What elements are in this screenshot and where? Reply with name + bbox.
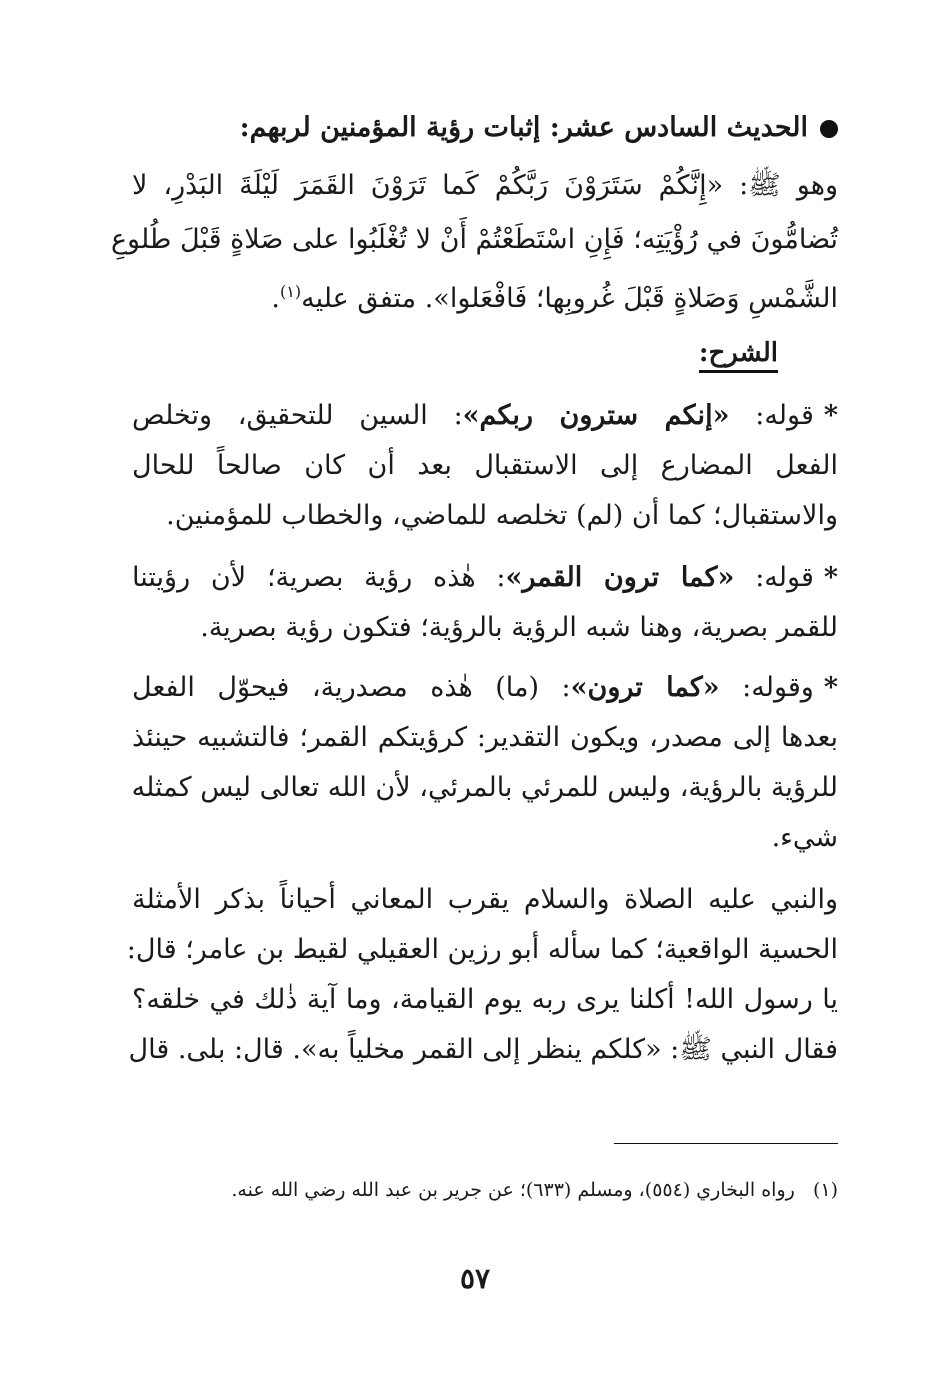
p1-line-2: الفعل المضارع إلى الاستقبال بعد أن كان صالحاً للحال [132,450,838,481]
hadith-heading [132,108,838,148]
p2-line-2: للقمر بصرية، وهنا شبه الرؤية بالرؤية؛ فتكون رؤية بصرية. [200,612,838,643]
footnote-text: رواه البخاري (٥٥٤)، ومسلم (٦٣٣)؛ عن جرير بن عبد الله رضي الله عنه. [231,1179,795,1201]
hadith-line-3-text: الشَّمْسِ وَصَلاةٍ قَبْلَ غُروبِها؛ فَافْعَلوا». متفق عليه [301,283,838,314]
p3-quote: «كما ترون» [570,672,720,703]
star-icon: * [823,400,838,431]
star-icon: * [823,562,838,593]
p2-line-1-rest: : هٰذه رؤية بصرية؛ لأن رؤيتنا [132,562,506,593]
p1-line-1 [132,396,838,436]
hadith-line-2: تُضامُّونَ في رُؤْيَتِه؛ فَإِنِ اسْتَطَعْتُمْ أَنْ لا تُغْلَبُوا على صَلاةٍ قَبْلَ طُلوعِ [110,224,838,255]
p4-line-4: فقال النبي ﷺ: «كلكم ينظر إلى القمر مخلياً به». قال: بلى. قال [128,1034,838,1065]
footnote [132,1176,838,1204]
p1-line-3: والاستقبال؛ كما أن (لم) تخلصه للماضي، والخطاب للمؤمنين. [166,500,838,531]
p3-line-4: شيء. [771,822,838,853]
footnote-divider [614,1143,838,1144]
star-icon: * [823,672,838,703]
p1-quote: «إنكم سترون ربكم» [462,400,730,431]
p3-lead: وقوله: [742,672,814,703]
p2-line-1 [132,558,838,598]
p2-quote: «كما ترون القمر» [505,562,735,593]
hadith-heading-text: الحديث السادس عشر: إثبات رؤية المؤمنين لربهم: [239,112,808,143]
hadith-line-3-end: . [271,283,280,314]
p3-line-2: بعدها إلى مصدر، ويكون التقدير: كرؤيتكم القمر؛ فالتشبيه حينئذ [132,722,838,753]
bullet-icon [820,120,838,138]
page-number: ٥٧ [459,1262,491,1295]
p1-line-1-rest: : السين للتحقيق، وتخلص [132,400,463,431]
p2-lead: قوله: [755,562,814,593]
p3-line-3: للرؤية بالرؤية، وليس للمرئي بالمرئي، لأن الله تعالى ليس كمثله [131,772,838,803]
p4-line-3: يا رسول الله! أكلنا يرى ربه يوم القيامة، وما آية ذٰلك في خلقه؟ [132,984,838,1015]
hadith-line-1: وهو ﷺ: «إِنَّكُمْ سَتَرَوْنَ رَبَّكُمْ كَما تَرَوْنَ القَمَرَ لَيْلَةَ البَدْرِ، لا [132,170,838,201]
footnote-reference: (١) [280,282,302,301]
p4-line-1: والنبي عليه الصلاة والسلام يقرب المعاني أحياناً بذكر الأمثلة [132,884,838,915]
hadith-line-3 [132,272,838,312]
p3-line-1-rest: : (ما) هٰذه مصدرية، فيحوّل الفعل [132,672,571,703]
sharh-title: الشرح: [699,338,778,373]
footnote-marker: (١) [812,1179,838,1201]
p1-lead: قوله: [755,400,814,431]
p3-line-1 [132,668,838,708]
p4-line-2: الحسية الواقعية؛ كما سأله أبو رزين العقيلي لقيط بن عامر؛ قال: [126,934,838,965]
